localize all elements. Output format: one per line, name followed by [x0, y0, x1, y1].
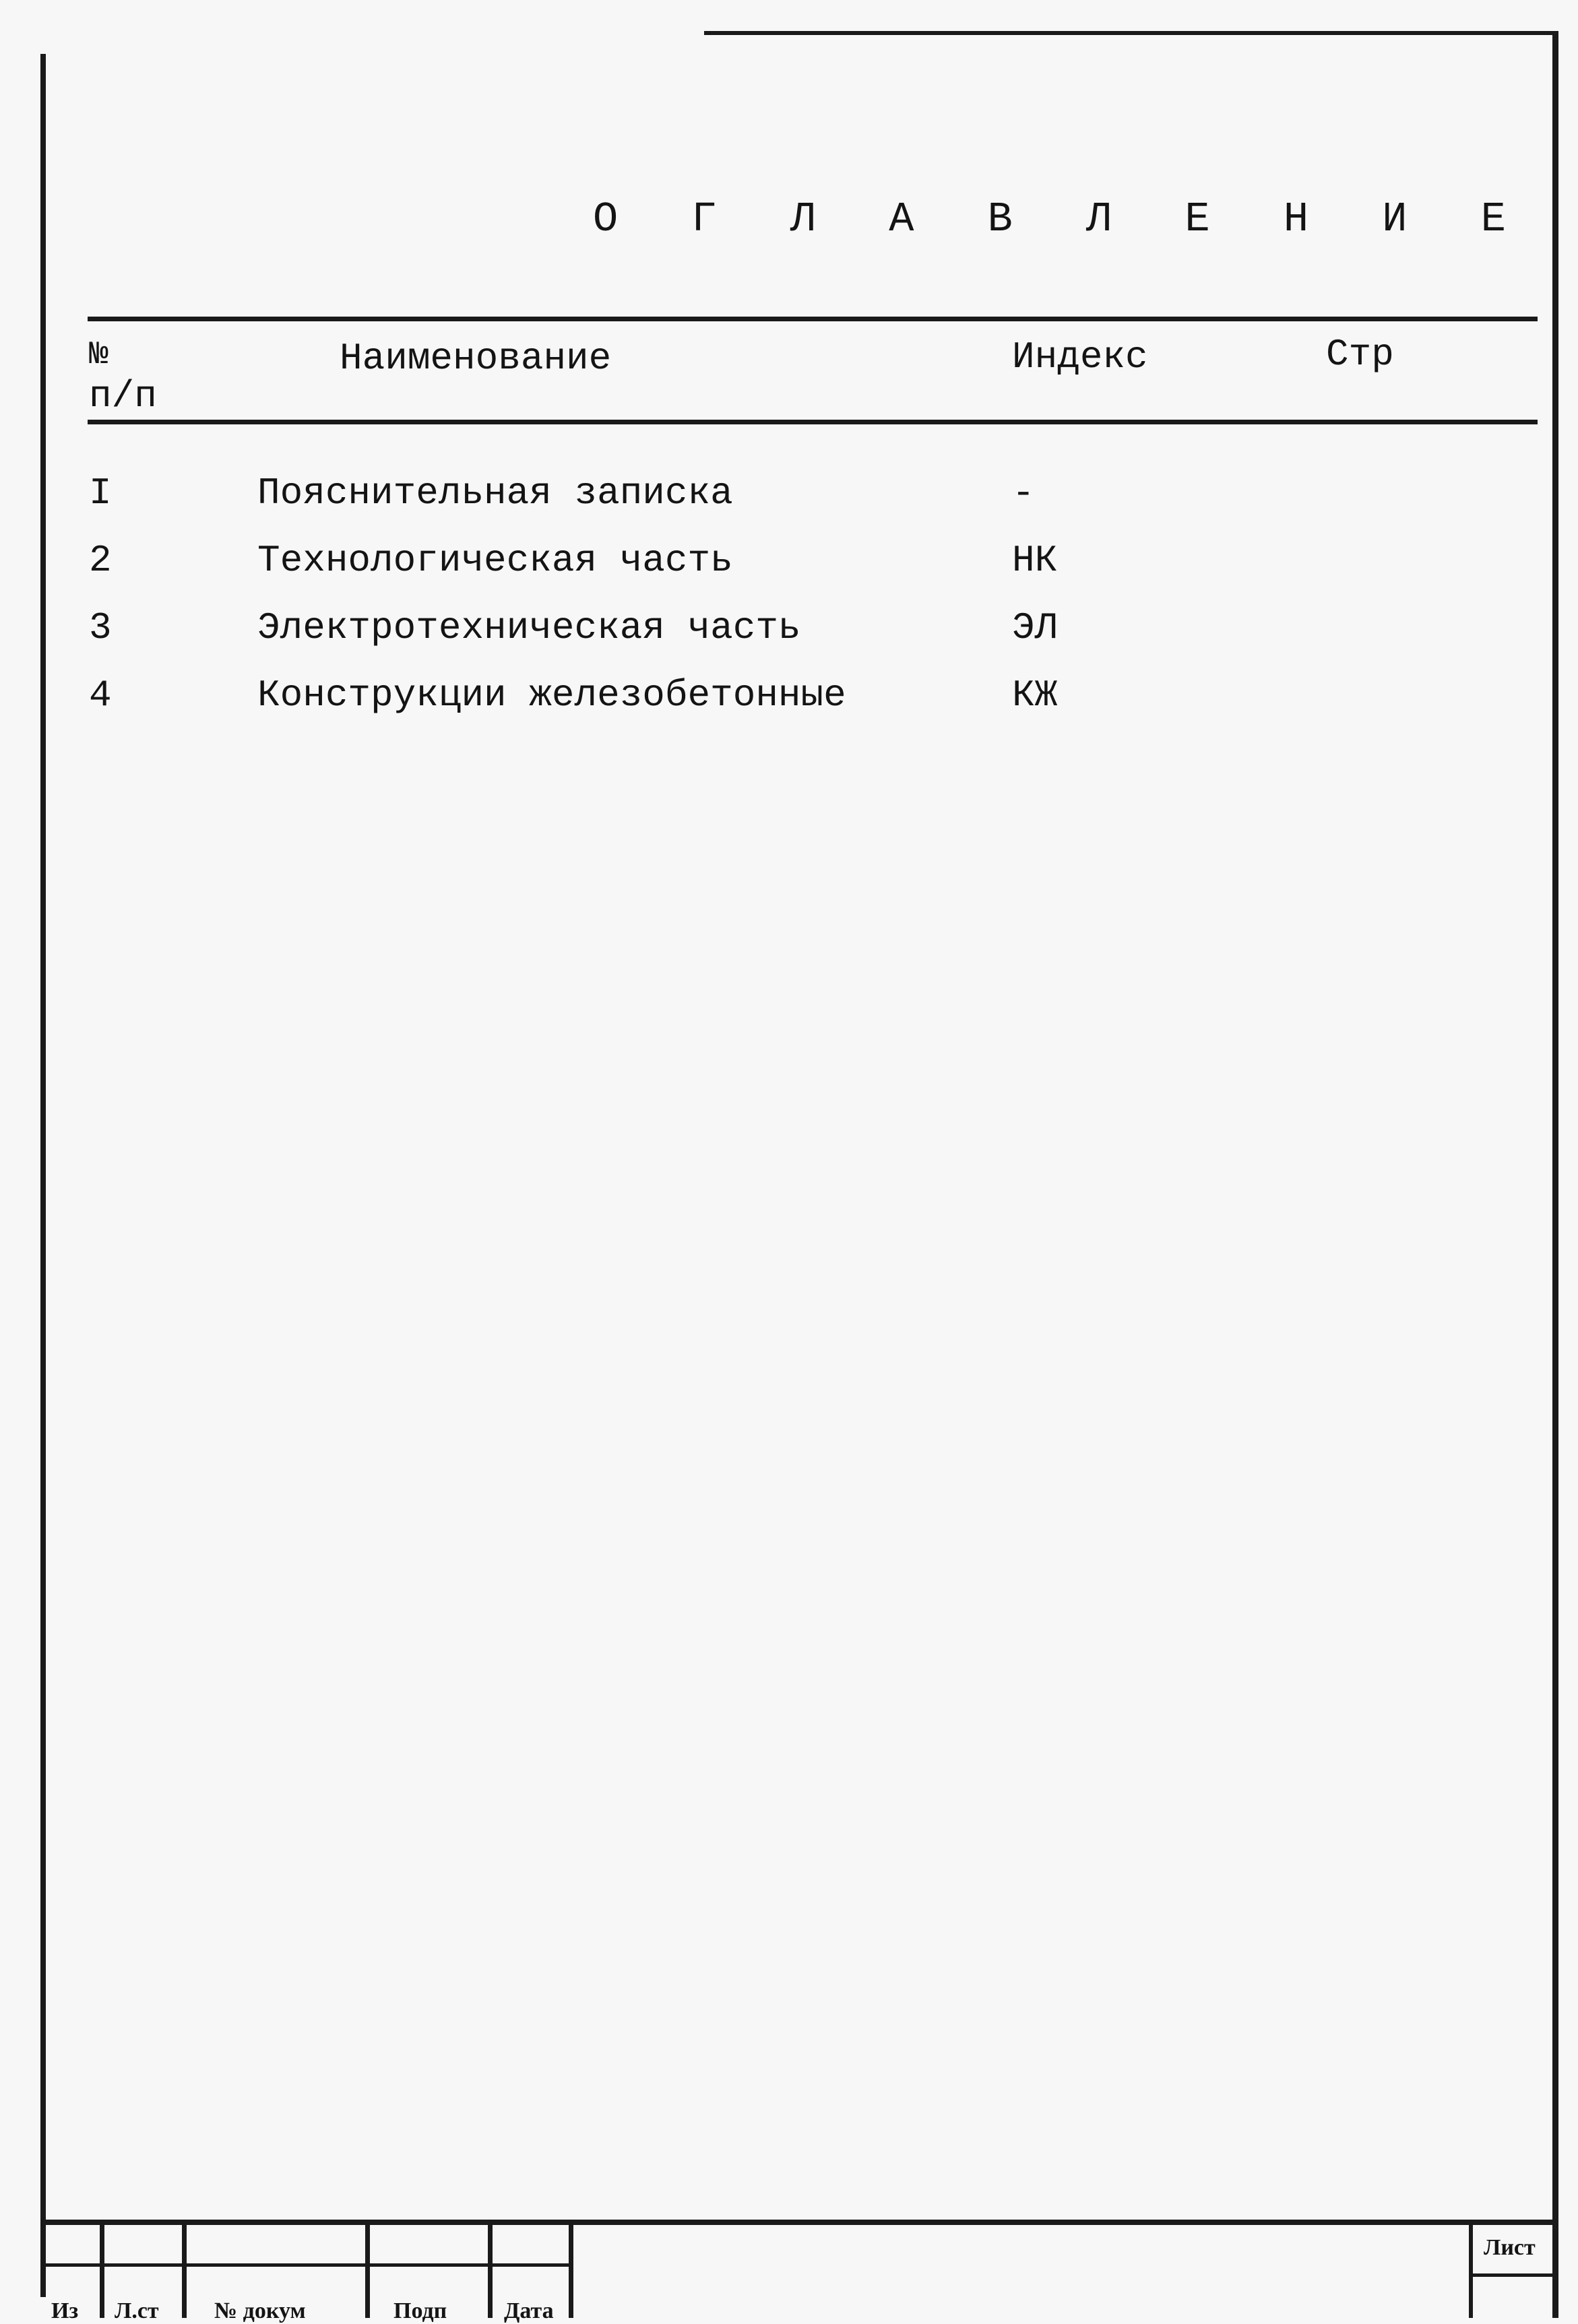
table-row	[0, 606, 1578, 667]
table-row	[0, 674, 1578, 734]
stamp-col-change: Из	[51, 2298, 79, 2323]
header-name: Наименование	[340, 337, 612, 380]
row-index: КЖ	[1012, 674, 1058, 717]
header-number-pp: п/п	[89, 375, 157, 418]
header-page: Стр	[1326, 333, 1394, 376]
title-block-divider	[182, 2223, 187, 2318]
frame-left-border	[40, 54, 46, 2297]
stamp-col-signature: Подп	[393, 2298, 447, 2323]
frame-top-border	[704, 31, 1558, 35]
row-index: -	[1012, 472, 1035, 515]
table-header-rule	[88, 420, 1538, 424]
title-block-divider	[488, 2223, 493, 2318]
stamp-col-date: Дата	[504, 2298, 554, 2323]
row-name: Пояснительная записка	[257, 472, 733, 515]
title-block-inner-rule	[46, 2263, 571, 2267]
stamp-col-doc-number: № докум	[214, 2298, 306, 2323]
title-block-divider	[365, 2223, 370, 2318]
sheet-cell-rule	[1473, 2273, 1554, 2277]
title-block-divider	[100, 2223, 104, 2318]
table-row	[0, 472, 1578, 532]
row-number: I	[89, 472, 112, 515]
row-number: 2	[89, 539, 112, 582]
header-index: Индекс	[1012, 335, 1148, 379]
table-row	[0, 539, 1578, 600]
stamp-col-sheet: Л.ст	[115, 2298, 159, 2323]
row-name: Электротехническая часть	[257, 606, 801, 649]
row-name: Конструкции железобетонные	[257, 674, 846, 717]
row-number: 4	[89, 674, 112, 717]
frame-right-border	[1552, 31, 1558, 2318]
sheet-label: Лист	[1484, 2235, 1536, 2260]
header-number-sign: №	[89, 337, 108, 373]
sheet-cell-divider	[1469, 2225, 1473, 2318]
row-name: Технологическая часть	[257, 539, 733, 582]
table-top-rule	[88, 317, 1538, 321]
row-number: 3	[89, 606, 112, 649]
row-index: НК	[1012, 539, 1058, 582]
title-block-divider	[569, 2223, 573, 2318]
title-block-top-rule	[46, 2220, 1555, 2225]
row-index: ЭЛ	[1012, 606, 1058, 649]
page-title: О Г Л А В Л Е Н И Е	[593, 195, 1530, 243]
